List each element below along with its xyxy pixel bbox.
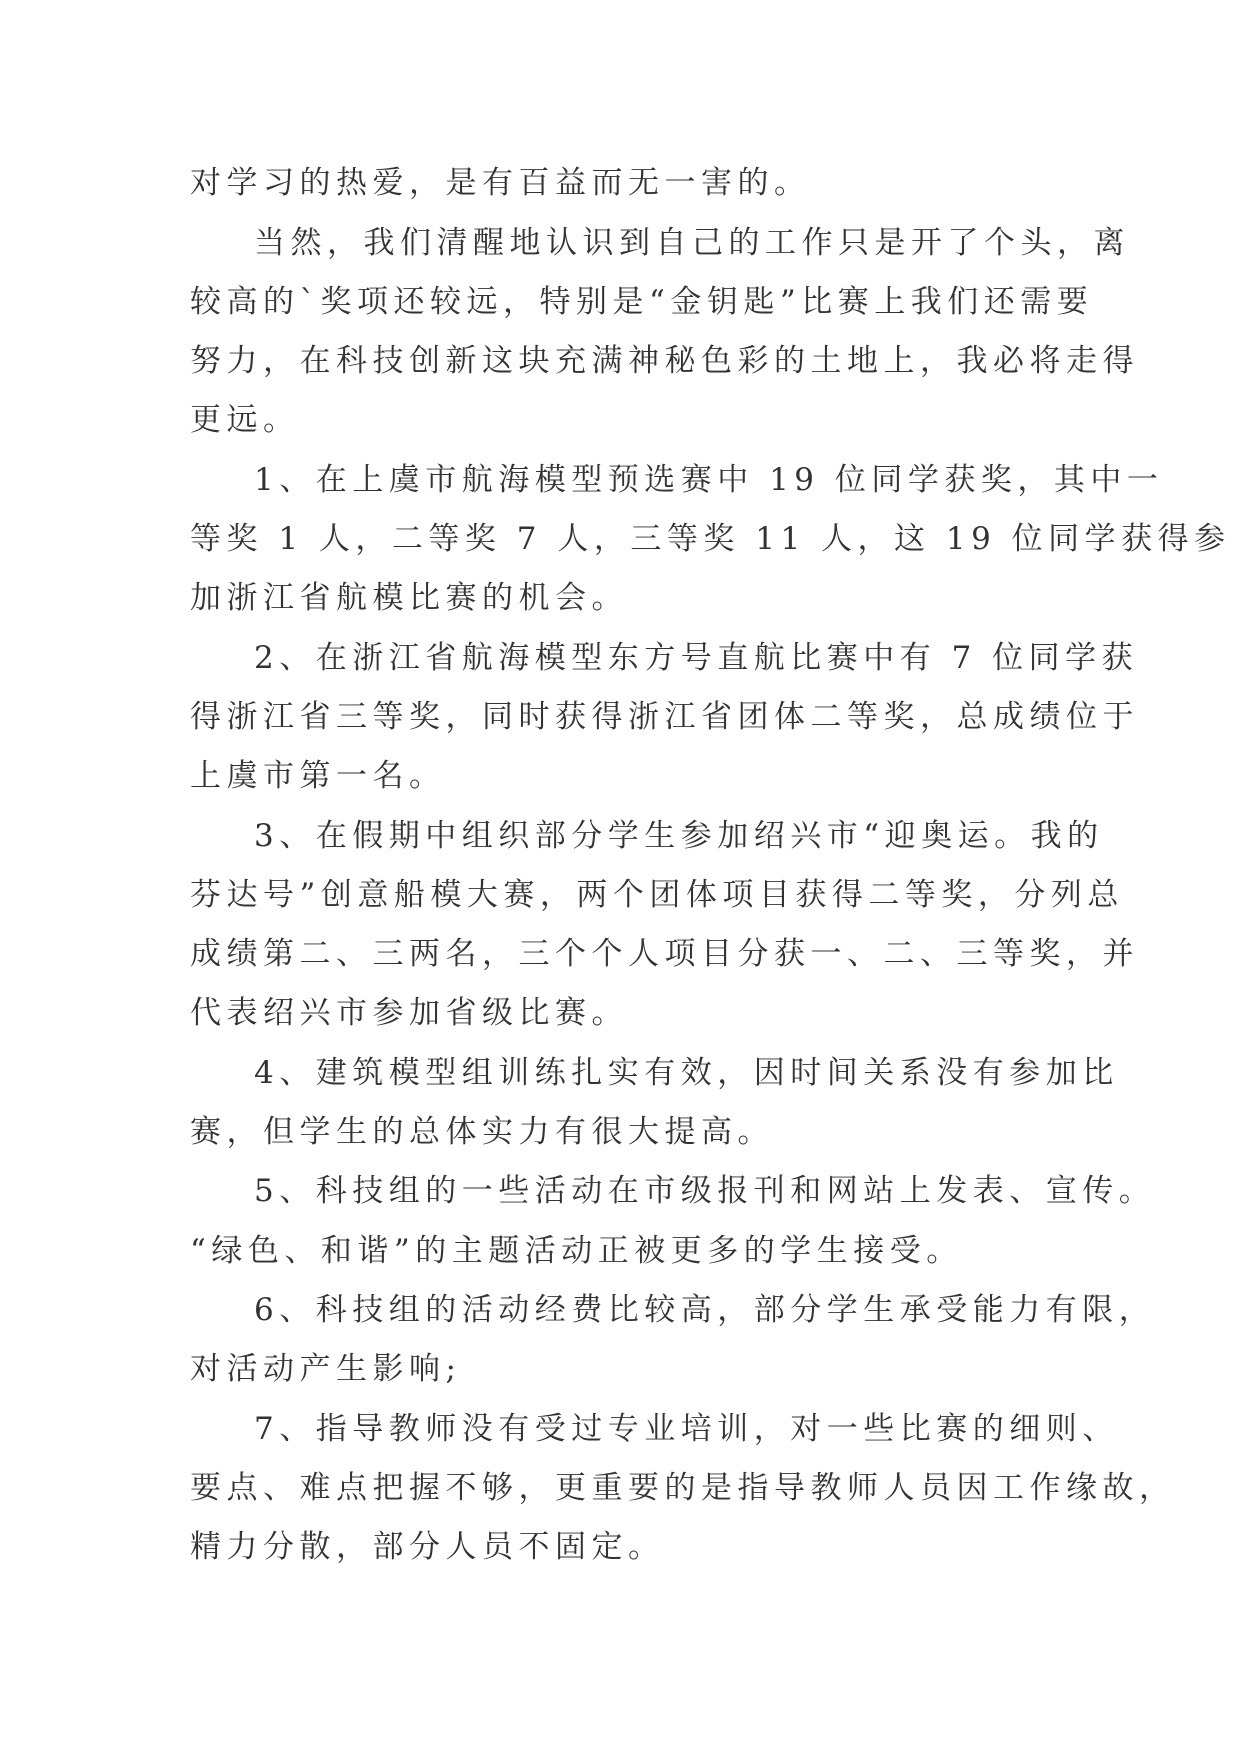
text-line: 代表绍兴市参加省级比赛。 (190, 995, 628, 1031)
text-line: 精力分散，部分人员不固定。 (190, 1529, 665, 1565)
text-line: 得浙江省三等奖，同时获得浙江省团体二等奖，总成绩位于 (190, 699, 1139, 735)
text-line: 对活动产生影响; (190, 1351, 462, 1387)
text-line: 芬达号”创意船模大赛，两个团体项目获得二等奖，分列总 (190, 877, 1124, 913)
text-line: 当然，我们清醒地认识到自己的工作只是开了个头，离 (254, 225, 1130, 261)
text-line: 赛，但学生的总体实力有很大提高。 (190, 1114, 774, 1150)
text-line: 4、建筑模型组训练扎实有效，因时间关系没有参加比 (254, 1055, 1119, 1091)
text-line: “绿色、和谐”的主题活动正被更多的学生接受。 (190, 1233, 963, 1269)
text-line: 6、科技组的活动经费比较高，部分学生承受能力有限， (254, 1292, 1156, 1328)
text-line: 5、科技组的一些活动在市级报刊和网站上发表、宣传。 (254, 1173, 1156, 1209)
text-line: 1、在上虞市航海模型预选赛中 19 位同学获奖，其中一 (254, 462, 1164, 498)
text-line: 成绩第二、三两名，三个个人项目分获一、二、三等奖，并 (190, 936, 1139, 972)
text-line: 等奖 1 人，二等奖 7 人，三等奖 11 人，这 19 位同学获得参 (190, 521, 1231, 557)
text-line: 7、指导教师没有受过专业培训，对一些比赛的细则、 (254, 1411, 1119, 1447)
text-line: 更远。 (190, 402, 300, 438)
text-line: 努力，在科技创新这块充满神秘色彩的土地上，我必将走得 (190, 343, 1139, 379)
text-line: 2、在浙江省航海模型东方号直航比赛中有 7 位同学获 (254, 640, 1139, 676)
text-line: 较高的`奖项还较远，特别是“金钥匙”比赛上我们还需要 (190, 284, 1094, 320)
text-line: 上虞市第一名。 (190, 758, 446, 794)
text-line: 3、在假期中组织部分学生参加绍兴市“迎奥运。我的 (254, 818, 1104, 854)
text-line: 加浙江省航模比赛的机会。 (190, 580, 628, 616)
text-line: 要点、难点把握不够，更重要的是指导教师人员因工作缘故， (190, 1470, 1176, 1506)
text-line: 对学习的热爱，是有百益而无一害的。 (190, 165, 811, 201)
